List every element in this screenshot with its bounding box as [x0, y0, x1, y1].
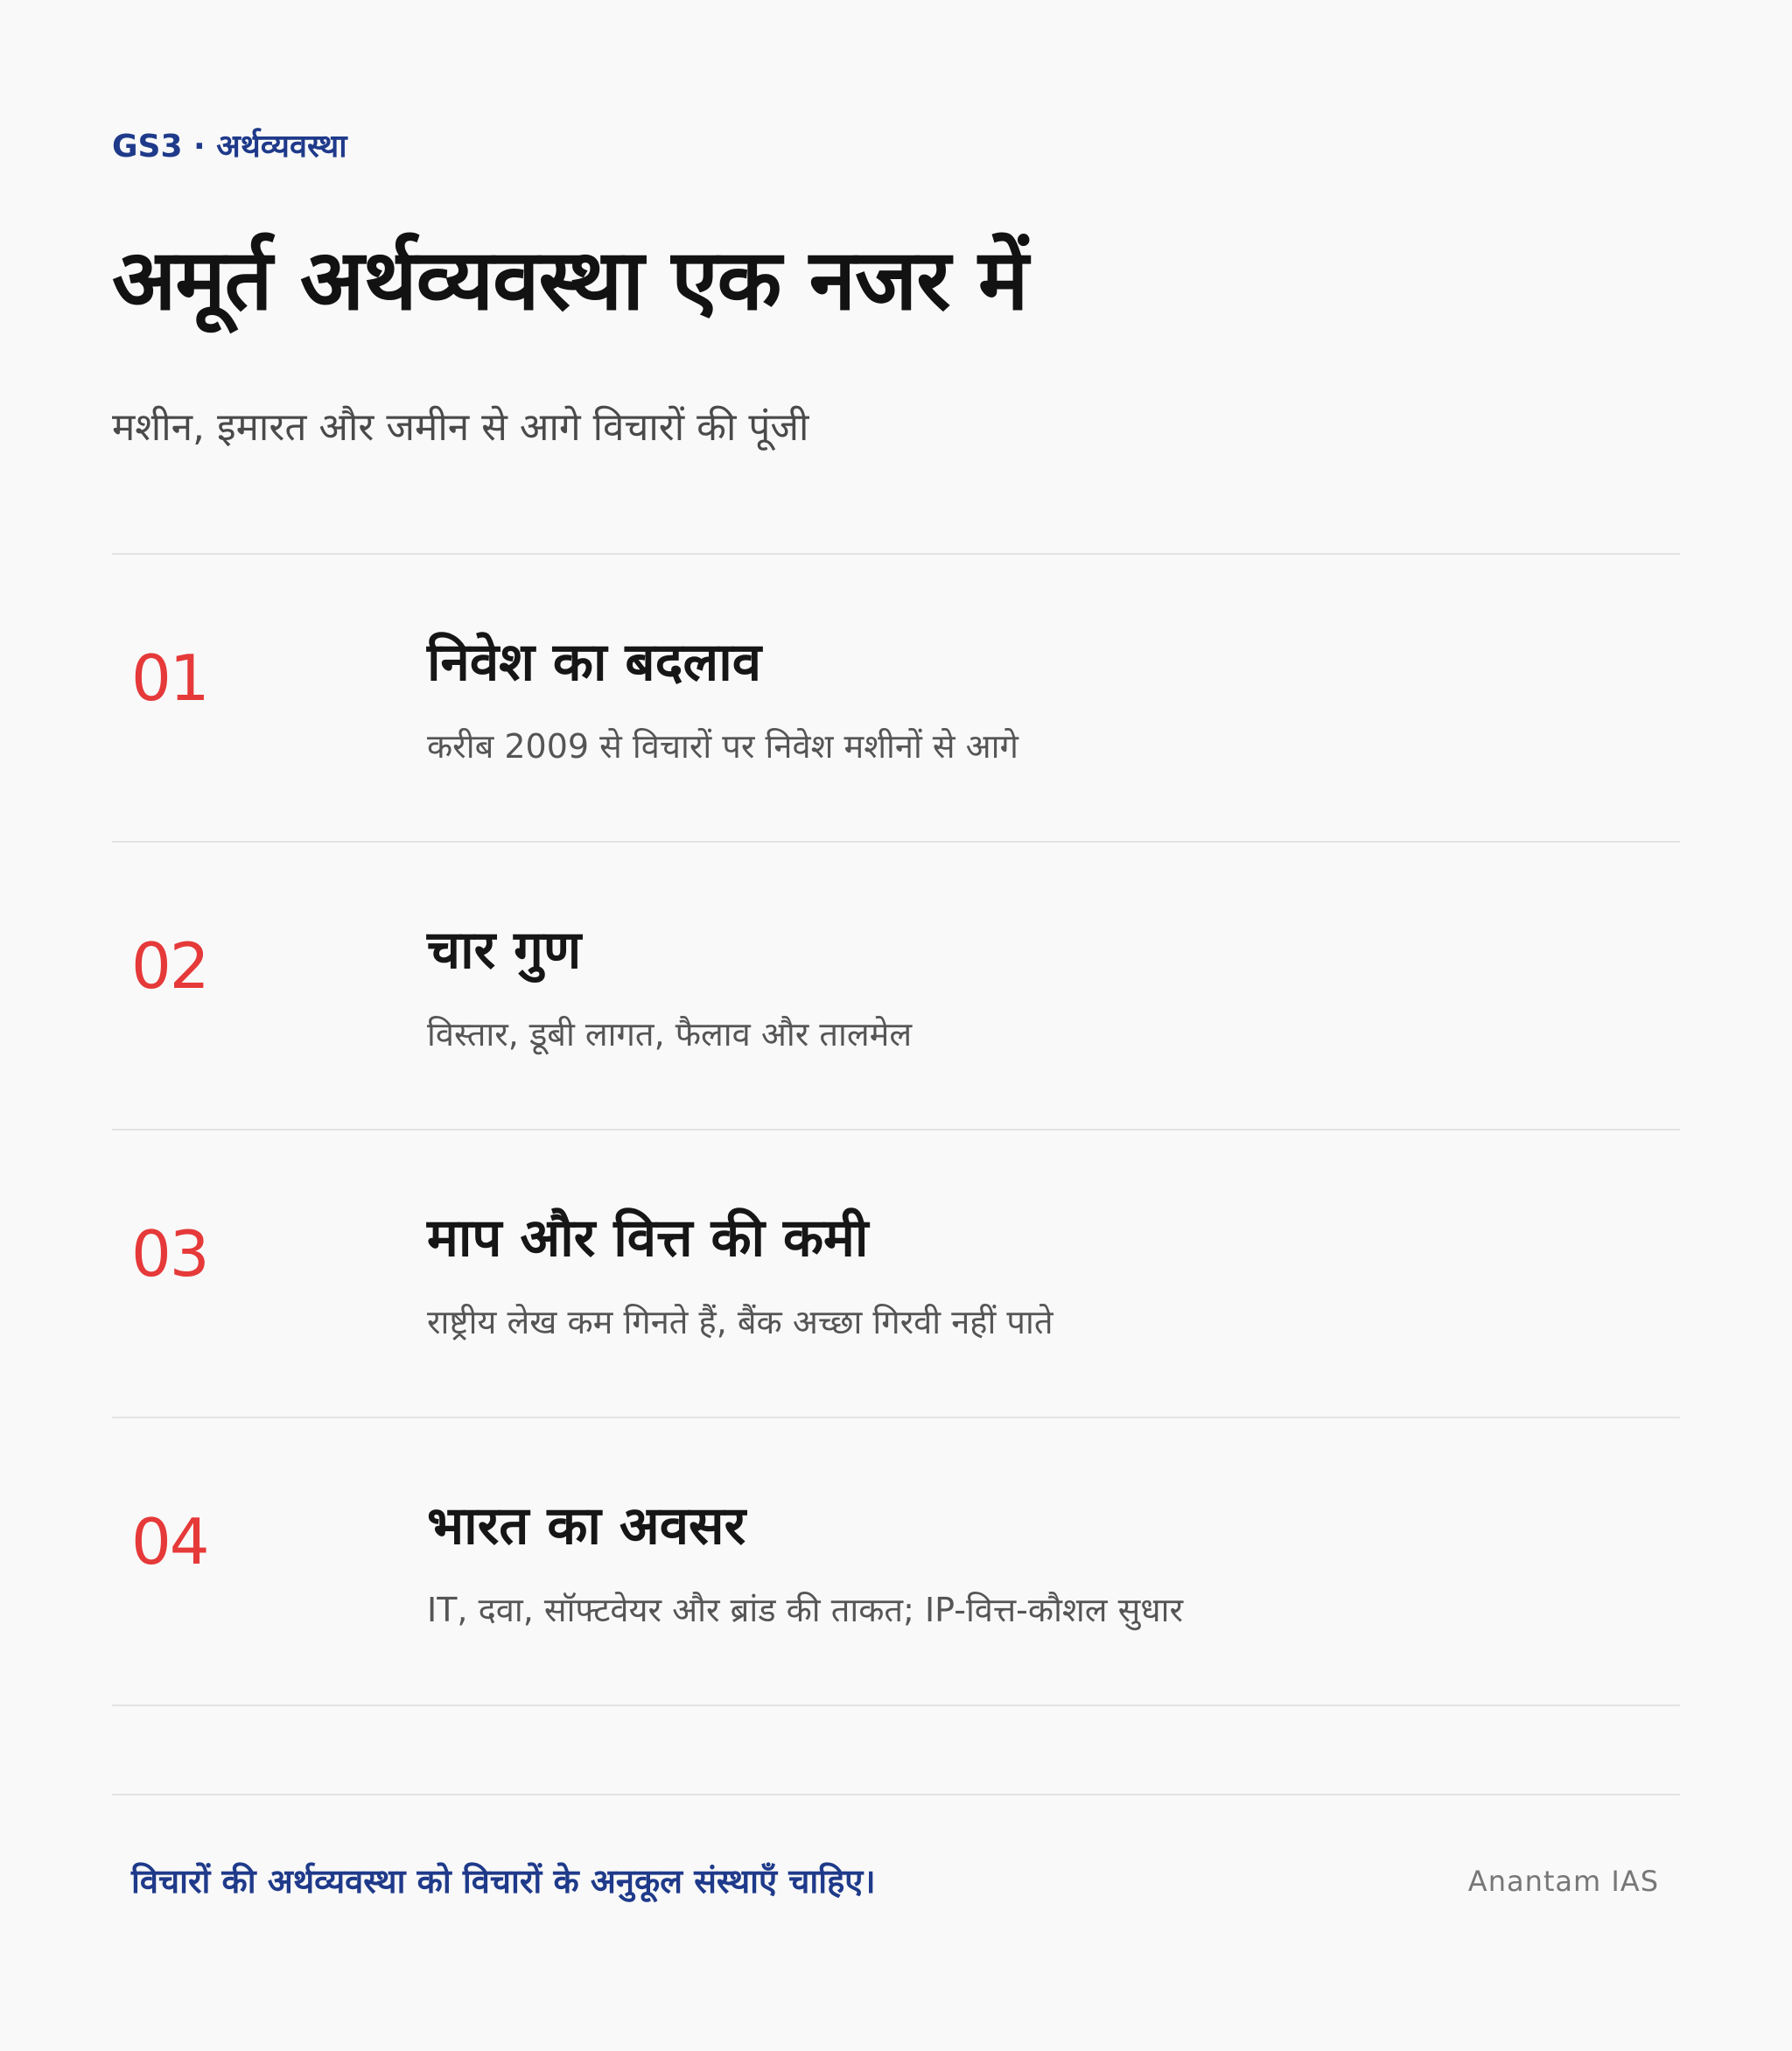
points-list [112, 553, 1680, 1706]
list-item [112, 1129, 1680, 1417]
item-description: IT, दवा, सॉफ्टवेयर और ब्रांड की ताकत; IP-वित्त-कौशल सुधार [427, 1591, 1184, 1629]
item-description: करीब 2009 से विचारों पर निवेश मशीनों से आगे [427, 727, 1018, 766]
item-number: 01 [131, 641, 208, 715]
footer-quote: विचारों की अर्थव्यवस्था को विचारों के अनुकूल संस्थाएँ चाहिए। [131, 1862, 876, 1900]
section-kicker: GS3 · अर्थव्यवस्था [112, 129, 347, 164]
item-number: 03 [131, 1217, 208, 1291]
item-number: 02 [131, 929, 208, 1003]
item-number: 04 [131, 1505, 208, 1578]
page-subtitle: मशीन, इमारत और जमीन से आगे विचारों की पूंजी [112, 405, 809, 450]
item-title: भारत का अवसर [427, 1495, 746, 1557]
item-title: माप और वित्त की कमी [427, 1208, 869, 1269]
item-title: निवेश का बदलाव [427, 632, 762, 693]
footer [112, 1794, 1680, 1916]
brand-name: Anantam IAS [1467, 1865, 1659, 1898]
page-title: अमूर्त अर्थव्यवस्था एक नजर में [112, 231, 1028, 329]
list-item [112, 841, 1680, 1129]
list-item [112, 1417, 1680, 1706]
item-title: चार गुण [427, 920, 582, 981]
item-description: राष्ट्रीय लेख कम गिनते हैं, बैंक अच्छा गिरवी नहीं पाते [427, 1303, 1054, 1341]
item-description: विस्तार, डूबी लागत, फैलाव और तालमेल [427, 1015, 913, 1054]
list-item [112, 553, 1680, 841]
